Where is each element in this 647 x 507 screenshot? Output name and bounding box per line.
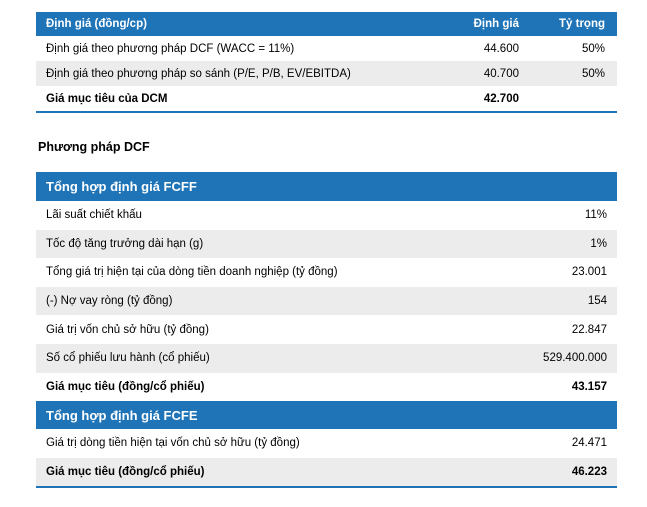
row-value: 23.001 <box>571 266 607 279</box>
row-label: Giá mục tiêu (đồng/cổ phiếu) <box>46 380 205 393</box>
row-value: 42.700 <box>483 92 519 105</box>
fcff-header <box>36 172 617 201</box>
row-label: Tốc độ tăng trưởng dài hạn (g) <box>46 237 204 250</box>
fcff-header-label: Tổng hợp định giá FCFF <box>46 179 197 194</box>
row-value: 22.847 <box>571 323 607 336</box>
table-row-target <box>36 86 617 111</box>
header-value: Định giá <box>473 18 519 30</box>
header-weight: Tỷ trọng <box>559 18 605 30</box>
table-row <box>36 344 617 373</box>
row-value: 24.471 <box>571 437 607 450</box>
table-bottom-rule <box>36 486 617 488</box>
table-row <box>36 201 617 230</box>
row-value: 40.700 <box>483 67 519 80</box>
row-label: Định giá theo phương pháp DCF (WACC = 11%) <box>46 42 295 55</box>
row-value: 154 <box>587 295 607 308</box>
table-row <box>36 315 617 344</box>
valuation-summary-table <box>36 12 617 113</box>
fcfe-header <box>36 401 617 429</box>
row-label: Giá trị vốn chủ sở hữu (tỷ đồng) <box>46 323 209 336</box>
table-row-target <box>36 458 617 487</box>
row-label: Tổng giá trị hiện tại của dòng tiền doanh nghiệp (tỷ đồng) <box>46 266 338 279</box>
row-value: 46.223 <box>571 466 607 479</box>
dcf-table <box>36 172 617 488</box>
table-header <box>36 12 617 36</box>
row-value: 43.157 <box>571 380 607 393</box>
row-weight: 50% <box>581 67 605 80</box>
table-row <box>36 287 617 316</box>
table-row <box>36 429 617 458</box>
row-label: Định giá theo phương pháp so sánh (P/E, P/B, EV/EBITDA) <box>46 67 351 80</box>
row-label: Giá mục tiêu của DCM <box>46 92 168 105</box>
row-label: Lãi suất chiết khấu <box>46 209 142 222</box>
row-value: 529.400.000 <box>543 352 607 365</box>
row-label: (-) Nợ vay ròng (tỷ đồng) <box>46 295 173 308</box>
row-value: 44.600 <box>483 42 519 55</box>
row-label: Giá mục tiêu (đồng/cổ phiếu) <box>46 466 205 479</box>
row-value: 1% <box>590 237 607 250</box>
table-row <box>36 258 617 287</box>
table-row <box>36 230 617 259</box>
section-title: Phương pháp DCF <box>38 140 150 154</box>
table-bottom-rule <box>36 111 617 113</box>
row-label: Giá trị dòng tiền hiện tại vốn chủ sở hữu (tỷ đồng) <box>46 437 300 450</box>
header-label: Định giá (đồng/cp) <box>46 18 147 30</box>
row-weight: 50% <box>581 42 605 55</box>
row-label: Số cổ phiếu lưu hành (cổ phiếu) <box>46 352 210 365</box>
row-value: 11% <box>584 209 607 222</box>
fcfe-header-label: Tổng hợp định giá FCFE <box>46 407 198 423</box>
table-row-target <box>36 373 617 402</box>
table-row <box>36 36 617 61</box>
table-row <box>36 61 617 86</box>
